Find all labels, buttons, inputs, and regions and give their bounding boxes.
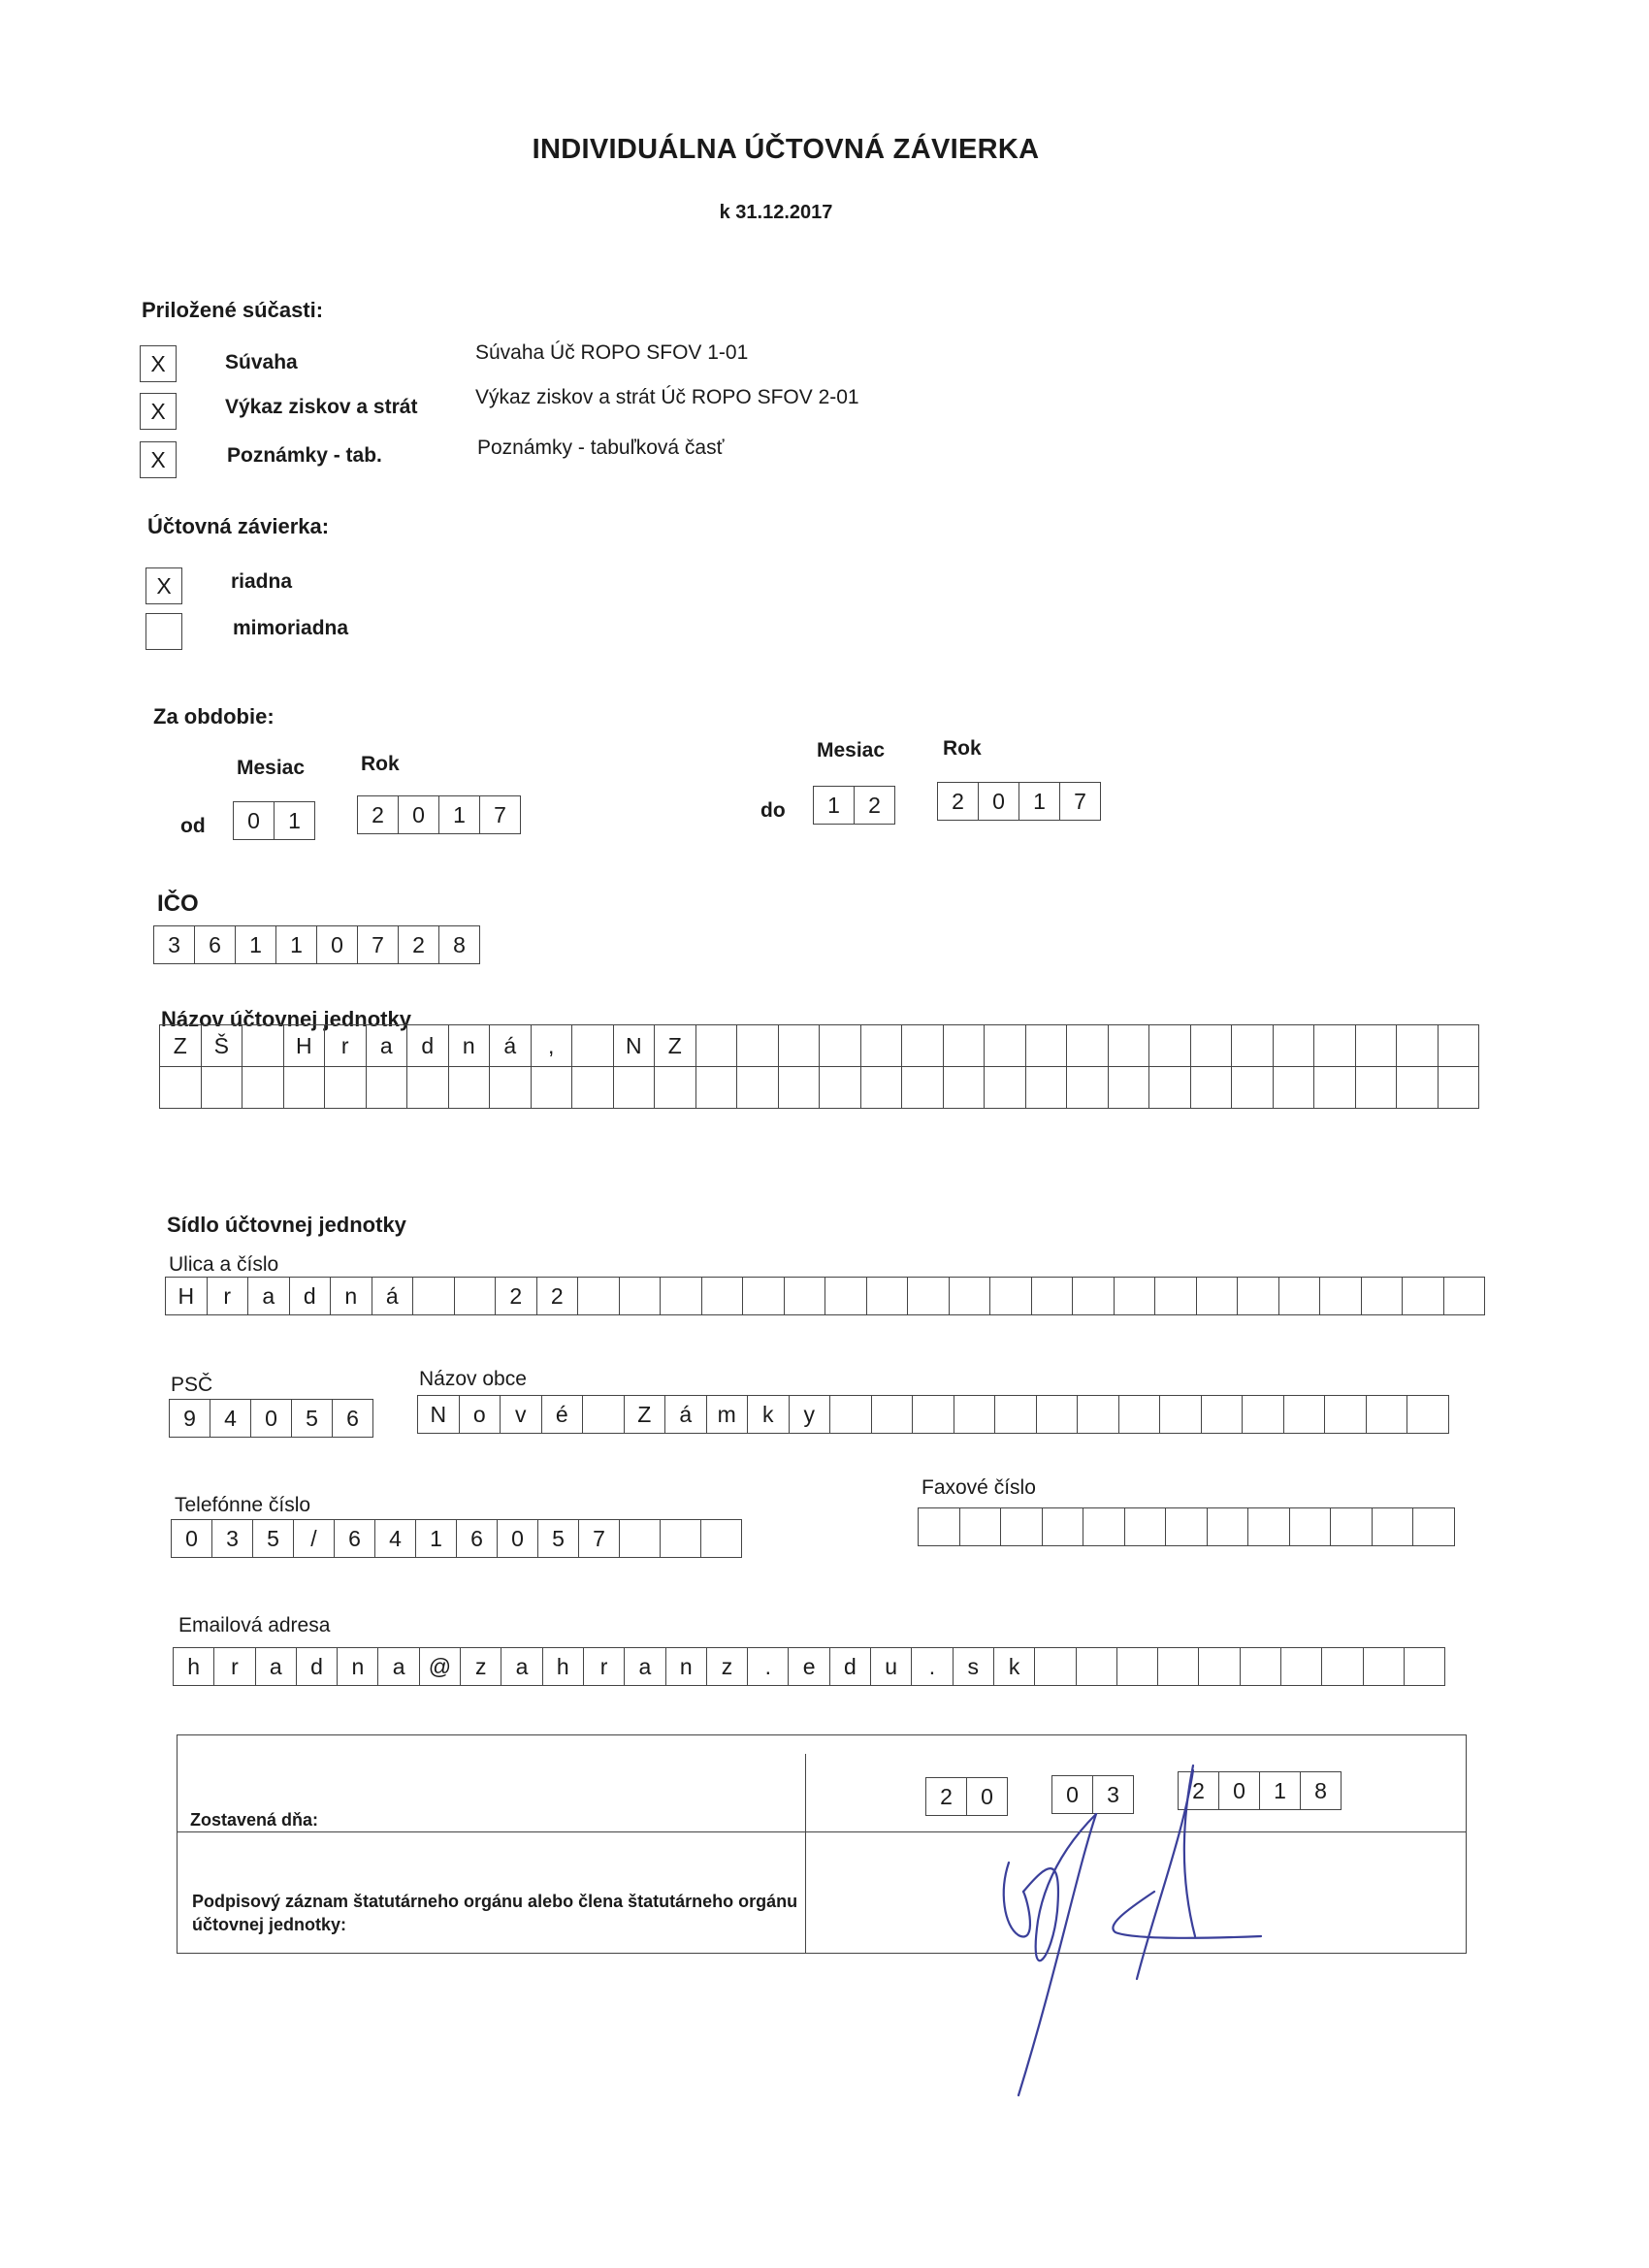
char-cell[interactable] (1322, 1648, 1363, 1685)
char-cell[interactable] (1149, 1025, 1191, 1067)
char-cell[interactable] (1119, 1396, 1161, 1433)
from-year-cells[interactable] (357, 795, 521, 834)
char-cell[interactable]: d (830, 1648, 871, 1685)
char-cell[interactable]: z (707, 1648, 748, 1685)
char-cell[interactable]: 3 (154, 926, 195, 963)
char-cell[interactable]: 6 (335, 1520, 375, 1557)
char-cell[interactable] (701, 1520, 742, 1557)
signature-label: Podpisový záznam štatutárneho orgánu alebo člena štatutárneho orgánu (192, 1892, 798, 1911)
document-title: INDIVIDUÁLNA ÚČTOVNÁ ZÁVIERKA (532, 134, 1040, 165)
phone-label: Telefónne číslo (175, 1494, 311, 1516)
char-cell[interactable]: N (614, 1025, 656, 1067)
char-cell[interactable]: H (166, 1278, 208, 1314)
char-cell[interactable] (908, 1278, 950, 1314)
phone-cells[interactable] (171, 1519, 742, 1558)
to-year-cells[interactable] (937, 782, 1101, 821)
to-label: do (760, 799, 786, 822)
footer-divider (805, 1754, 806, 1954)
char-cell[interactable] (825, 1278, 867, 1314)
char-cell[interactable] (1037, 1396, 1079, 1433)
char-cell[interactable] (1158, 1648, 1199, 1685)
char-cell[interactable]: a (256, 1648, 297, 1685)
char-cell[interactable]: 3 (1093, 1776, 1134, 1813)
char-cell[interactable]: 0 (979, 783, 1019, 820)
char-cell[interactable]: á (490, 1025, 532, 1067)
char-cell[interactable] (995, 1396, 1037, 1433)
char-cell[interactable] (1078, 1396, 1119, 1433)
char-cell[interactable]: Z (655, 1025, 696, 1067)
char-cell[interactable]: 0 (1219, 1772, 1260, 1809)
char-cell[interactable] (1284, 1396, 1326, 1433)
ico-label: IČO (157, 891, 199, 917)
from-label: od (180, 815, 206, 837)
char-cell[interactable]: 1 (439, 796, 480, 833)
char-cell[interactable] (242, 1025, 284, 1067)
char-cell[interactable]: 0 (498, 1520, 538, 1557)
attachment-name: Výkaz ziskov a strát (225, 396, 418, 418)
char-cell[interactable] (1109, 1025, 1150, 1067)
char-cell[interactable] (1274, 1067, 1315, 1109)
char-cell[interactable]: 1 (1260, 1772, 1301, 1809)
signature-label-2: účtovnej jednotky: (192, 1915, 347, 1934)
char-cell[interactable] (1274, 1025, 1315, 1067)
char-cell[interactable] (1191, 1067, 1233, 1109)
char-cell[interactable]: 1 (275, 802, 315, 839)
fax-label: Faxové číslo (922, 1476, 1036, 1499)
char-cell[interactable] (661, 1278, 702, 1314)
char-cell[interactable]: a (625, 1648, 665, 1685)
char-cell[interactable] (702, 1278, 744, 1314)
entity-name-label: Názov účtovnej jednotky (161, 1007, 411, 1031)
char-cell[interactable] (620, 1520, 661, 1557)
char-cell[interactable]: m (707, 1396, 749, 1433)
char-cell[interactable]: n (666, 1648, 707, 1685)
char-cell[interactable] (1202, 1396, 1244, 1433)
char-cell[interactable] (1160, 1396, 1202, 1433)
attachment-name: Poznámky - tab. (227, 444, 382, 467)
char-cell[interactable] (1439, 1067, 1480, 1109)
char-cell[interactable]: n (338, 1648, 378, 1685)
fax-cells[interactable] (918, 1507, 1455, 1546)
char-cell[interactable] (1364, 1648, 1405, 1685)
checkbox-vykaz[interactable]: X (140, 393, 177, 430)
char-cell[interactable] (1362, 1278, 1404, 1314)
char-cell[interactable]: 1 (814, 787, 855, 824)
char-cell[interactable]: 1 (236, 926, 276, 963)
char-cell[interactable] (583, 1396, 625, 1433)
char-cell[interactable]: 2 (496, 1278, 537, 1314)
char-cell[interactable] (779, 1067, 821, 1109)
char-cell[interactable] (572, 1025, 614, 1067)
char-cell[interactable]: h (174, 1648, 214, 1685)
char-cell[interactable] (902, 1025, 944, 1067)
char-cell[interactable]: z (461, 1648, 501, 1685)
char-cell[interactable]: 0 (234, 802, 275, 839)
char-cell[interactable]: @ (420, 1648, 461, 1685)
char-cell[interactable]: r (325, 1025, 367, 1067)
char-cell[interactable] (985, 1025, 1026, 1067)
char-cell[interactable]: Z (160, 1025, 202, 1067)
char-cell[interactable]: e (789, 1648, 829, 1685)
char-cell[interactable] (325, 1067, 367, 1109)
char-cell[interactable] (367, 1067, 408, 1109)
document-date: k 31.12.2017 (719, 202, 833, 223)
char-cell[interactable]: a (248, 1278, 290, 1314)
char-cell[interactable]: o (460, 1396, 501, 1433)
char-cell[interactable]: 0 (251, 1400, 292, 1437)
char-cell[interactable]: 6 (333, 1400, 373, 1437)
char-cell[interactable]: 8 (439, 926, 480, 963)
char-cell[interactable]: 7 (358, 926, 399, 963)
char-cell[interactable]: 4 (210, 1400, 251, 1437)
street-cells[interactable] (165, 1277, 1485, 1315)
char-cell[interactable]: 9 (170, 1400, 210, 1437)
char-cell[interactable] (655, 1067, 696, 1109)
char-cell[interactable] (785, 1278, 826, 1314)
char-cell[interactable]: 8 (1301, 1772, 1342, 1809)
char-cell[interactable] (944, 1025, 986, 1067)
char-cell[interactable]: k (994, 1648, 1035, 1685)
char-cell[interactable] (960, 1508, 1002, 1545)
char-cell[interactable] (913, 1396, 954, 1433)
char-cell[interactable]: 4 (375, 1520, 416, 1557)
checkbox-mimoriadna[interactable] (146, 613, 182, 650)
char-cell[interactable]: 6 (457, 1520, 498, 1557)
char-cell[interactable] (1413, 1508, 1455, 1545)
char-cell[interactable] (1026, 1067, 1068, 1109)
attachment-desc: Výkaz ziskov a strát Úč ROPO SFOV 2-01 (475, 386, 859, 408)
char-cell[interactable]: 7 (1060, 783, 1101, 820)
char-cell[interactable]: 3 (212, 1520, 253, 1557)
char-cell[interactable] (1083, 1508, 1125, 1545)
char-cell[interactable] (861, 1067, 903, 1109)
char-cell[interactable]: 0 (967, 1778, 1008, 1815)
from-month-label: Mesiac (237, 757, 306, 779)
char-cell[interactable]: N (418, 1396, 460, 1433)
char-cell[interactable] (284, 1067, 326, 1109)
ico-cells[interactable] (153, 925, 480, 964)
char-cell[interactable]: a (501, 1648, 542, 1685)
char-cell[interactable] (1314, 1067, 1356, 1109)
char-cell[interactable]: a (378, 1648, 419, 1685)
char-cell[interactable] (1356, 1025, 1398, 1067)
char-cell[interactable] (1290, 1508, 1332, 1545)
char-cell[interactable]: 1 (416, 1520, 457, 1557)
char-cell[interactable] (1001, 1508, 1043, 1545)
char-cell[interactable]: 2 (1179, 1772, 1219, 1809)
char-cell[interactable] (1243, 1396, 1284, 1433)
char-cell[interactable]: 5 (292, 1400, 333, 1437)
statement-type-label: mimoriadna (233, 617, 349, 639)
address-heading: Sídlo účtovnej jednotky (167, 1213, 406, 1237)
to-month-cells[interactable] (813, 786, 895, 825)
char-cell[interactable] (661, 1520, 701, 1557)
char-cell[interactable]: d (290, 1278, 332, 1314)
char-cell[interactable] (1067, 1067, 1109, 1109)
char-cell[interactable] (902, 1067, 944, 1109)
char-cell[interactable]: á (665, 1396, 707, 1433)
char-cell[interactable] (1155, 1278, 1197, 1314)
char-cell[interactable] (1026, 1025, 1068, 1067)
char-cell[interactable] (455, 1278, 497, 1314)
char-cell[interactable]: . (748, 1648, 789, 1685)
char-cell[interactable] (1439, 1025, 1480, 1067)
char-cell[interactable]: y (790, 1396, 831, 1433)
char-cell[interactable] (1403, 1278, 1444, 1314)
to-month-label: Mesiac (817, 739, 886, 761)
char-cell[interactable] (1191, 1025, 1233, 1067)
char-cell[interactable] (1232, 1067, 1274, 1109)
char-cell[interactable]: Z (625, 1396, 666, 1433)
char-cell[interactable] (950, 1278, 991, 1314)
attachments-heading: Priložené súčasti: (142, 298, 324, 322)
psc-cells[interactable] (169, 1399, 373, 1438)
char-cell[interactable] (696, 1067, 738, 1109)
char-cell[interactable] (1199, 1648, 1240, 1685)
char-cell[interactable] (830, 1396, 872, 1433)
char-cell[interactable] (867, 1278, 909, 1314)
char-cell[interactable] (1125, 1508, 1167, 1545)
char-cell[interactable] (1149, 1067, 1191, 1109)
char-cell[interactable] (737, 1067, 779, 1109)
char-cell[interactable]: r (214, 1648, 255, 1685)
char-cell[interactable] (779, 1025, 821, 1067)
street-label: Ulica a číslo (169, 1253, 279, 1276)
char-cell[interactable] (1077, 1648, 1117, 1685)
entity-name-grid[interactable] (159, 1024, 1479, 1109)
char-cell[interactable]: v (501, 1396, 542, 1433)
from-year-label: Rok (361, 753, 400, 775)
char-cell[interactable] (1117, 1648, 1158, 1685)
city-label: Názov obce (419, 1368, 527, 1390)
char-cell[interactable] (696, 1025, 738, 1067)
char-cell[interactable] (449, 1067, 491, 1109)
attachment-name: Súvaha (225, 351, 298, 373)
char-cell[interactable] (861, 1025, 903, 1067)
char-cell[interactable] (1320, 1278, 1362, 1314)
char-cell[interactable]: 1 (276, 926, 317, 963)
char-cell[interactable]: 2 (855, 787, 895, 824)
char-cell[interactable]: r (208, 1278, 249, 1314)
char-cell[interactable]: , (532, 1025, 573, 1067)
char-cell[interactable]: 2 (926, 1778, 967, 1815)
char-cell[interactable] (1405, 1648, 1445, 1685)
char-cell[interactable] (1208, 1508, 1249, 1545)
psc-label: PSČ (171, 1374, 213, 1396)
char-cell[interactable]: 0 (399, 796, 439, 833)
char-cell[interactable] (1073, 1278, 1115, 1314)
char-cell[interactable] (407, 1067, 449, 1109)
char-cell[interactable] (532, 1067, 573, 1109)
char-cell[interactable]: n (449, 1025, 491, 1067)
char-cell[interactable]: 2 (537, 1278, 579, 1314)
char-cell[interactable]: 0 (1052, 1776, 1093, 1813)
char-cell[interactable]: n (331, 1278, 372, 1314)
char-cell[interactable]: 5 (253, 1520, 294, 1557)
char-cell[interactable]: H (284, 1025, 326, 1067)
char-cell[interactable] (1241, 1648, 1281, 1685)
char-cell[interactable] (737, 1025, 779, 1067)
checkbox-suvaha[interactable]: X (140, 345, 177, 382)
char-cell[interactable] (1115, 1278, 1156, 1314)
char-cell[interactable] (1232, 1025, 1274, 1067)
char-cell[interactable] (1397, 1067, 1439, 1109)
city-cells[interactable] (417, 1395, 1449, 1434)
email-cells[interactable] (173, 1647, 1445, 1686)
char-cell[interactable]: r (584, 1648, 625, 1685)
char-cell[interactable] (1356, 1067, 1398, 1109)
char-cell[interactable]: 0 (172, 1520, 212, 1557)
char-cell[interactable] (1407, 1396, 1449, 1433)
char-cell[interactable] (1109, 1067, 1150, 1109)
char-cell[interactable]: 2 (358, 796, 399, 833)
char-cell[interactable] (202, 1067, 243, 1109)
char-cell[interactable] (1197, 1278, 1239, 1314)
char-cell[interactable] (1035, 1648, 1076, 1685)
char-cell[interactable] (820, 1025, 861, 1067)
attachment-desc: Poznámky - tabuľková časť (477, 437, 725, 459)
char-cell[interactable] (954, 1396, 996, 1433)
char-cell[interactable] (572, 1067, 614, 1109)
char-cell[interactable]: 1 (1019, 783, 1060, 820)
char-cell[interactable] (1444, 1278, 1486, 1314)
char-cell[interactable] (620, 1278, 662, 1314)
char-cell[interactable]: / (294, 1520, 335, 1557)
char-cell[interactable]: 7 (480, 796, 521, 833)
char-cell[interactable] (985, 1067, 1026, 1109)
char-cell[interactable] (490, 1067, 532, 1109)
char-cell[interactable]: Š (202, 1025, 243, 1067)
char-cell[interactable] (1367, 1396, 1408, 1433)
compiled-label: Zostavená dňa: (190, 1810, 319, 1830)
char-cell[interactable] (160, 1067, 202, 1109)
char-cell[interactable] (614, 1067, 656, 1109)
to-year-label: Rok (943, 737, 982, 760)
char-cell[interactable] (1166, 1508, 1208, 1545)
char-cell[interactable]: 5 (538, 1520, 579, 1557)
statement-type-label: riadna (231, 570, 293, 593)
char-cell[interactable] (1043, 1508, 1084, 1545)
char-cell[interactable] (413, 1278, 455, 1314)
char-cell[interactable] (1373, 1508, 1414, 1545)
char-cell[interactable] (1314, 1025, 1356, 1067)
statement-type-heading: Účtovná závierka: (147, 514, 330, 538)
email-label: Emailová adresa (178, 1614, 331, 1636)
char-cell[interactable] (944, 1067, 986, 1109)
attachment-desc: Súvaha Úč ROPO SFOV 1-01 (475, 341, 749, 364)
char-cell[interactable] (1248, 1508, 1290, 1545)
char-cell[interactable]: é (542, 1396, 584, 1433)
char-cell[interactable] (1331, 1508, 1373, 1545)
char-cell[interactable] (242, 1067, 284, 1109)
char-cell[interactable]: . (912, 1648, 953, 1685)
char-cell[interactable]: a (367, 1025, 408, 1067)
char-cell[interactable] (919, 1508, 960, 1545)
char-cell[interactable] (1281, 1648, 1322, 1685)
char-cell[interactable]: á (372, 1278, 414, 1314)
char-cell[interactable] (990, 1278, 1032, 1314)
char-cell[interactable] (820, 1067, 861, 1109)
char-cell[interactable]: 2 (938, 783, 979, 820)
char-cell[interactable] (1325, 1396, 1367, 1433)
char-cell[interactable] (1032, 1278, 1074, 1314)
char-cell[interactable]: d (407, 1025, 449, 1067)
char-cell[interactable] (578, 1278, 620, 1314)
char-cell[interactable]: 2 (399, 926, 439, 963)
char-cell[interactable]: 0 (317, 926, 358, 963)
char-cell[interactable]: s (954, 1648, 994, 1685)
period-heading: Za obdobie: (153, 704, 275, 729)
char-cell[interactable]: k (748, 1396, 790, 1433)
checkbox-poznamky[interactable]: X (140, 441, 177, 478)
char-cell[interactable] (743, 1278, 785, 1314)
char-cell[interactable] (1067, 1025, 1109, 1067)
checkbox-riadna[interactable]: X (146, 567, 182, 604)
char-cell[interactable] (1279, 1278, 1321, 1314)
char-cell[interactable]: 7 (579, 1520, 620, 1557)
char-cell[interactable] (1238, 1278, 1279, 1314)
char-cell[interactable]: 6 (195, 926, 236, 963)
char-cell[interactable] (872, 1396, 914, 1433)
char-cell[interactable]: h (543, 1648, 584, 1685)
char-cell[interactable]: u (871, 1648, 912, 1685)
from-month-cells[interactable] (233, 801, 315, 840)
char-cell[interactable] (1397, 1025, 1439, 1067)
signature-icon (970, 1756, 1319, 2105)
char-cell[interactable]: d (297, 1648, 338, 1685)
